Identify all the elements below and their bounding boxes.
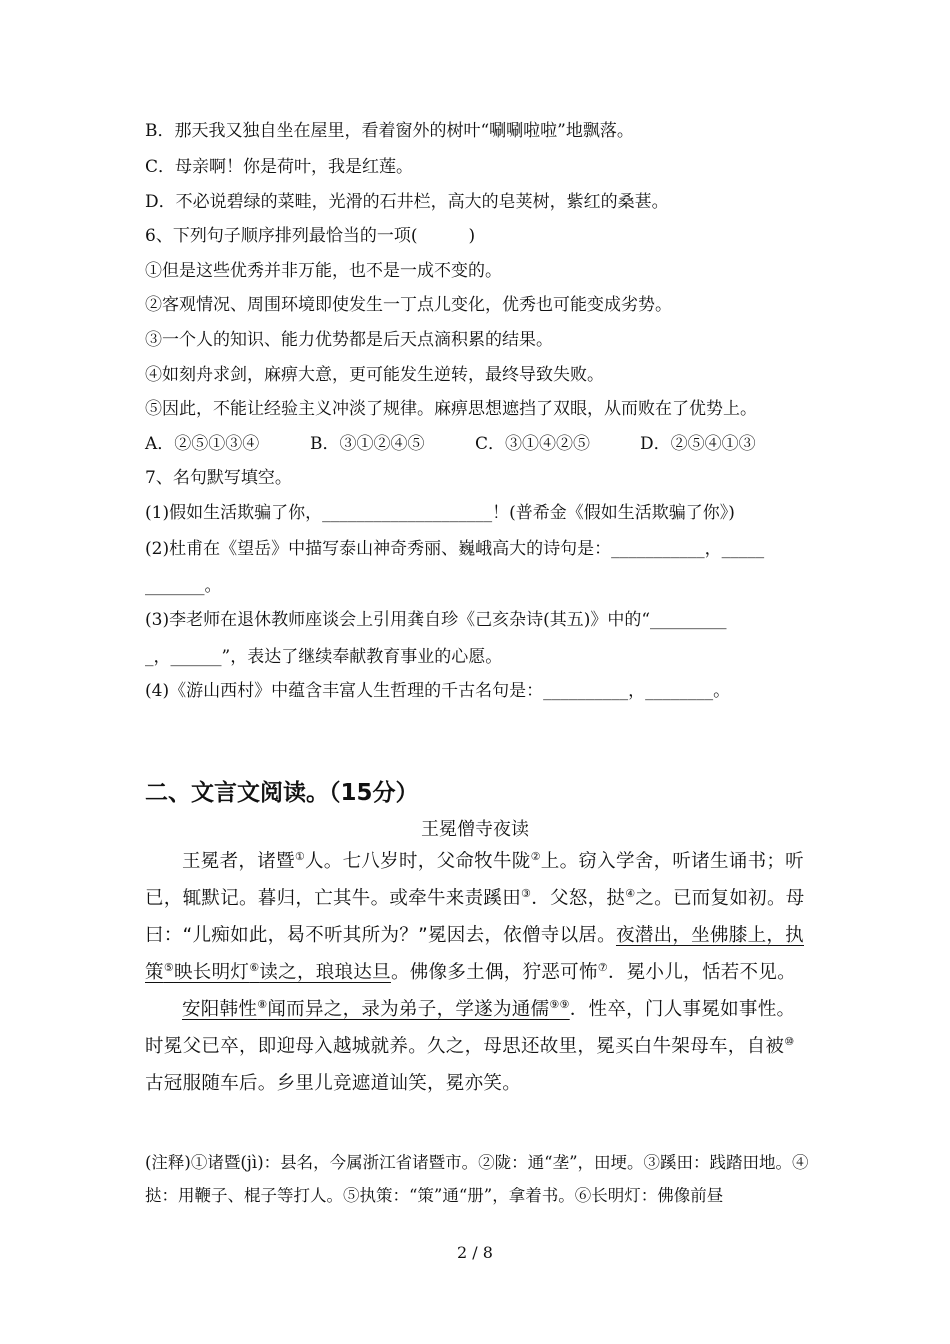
- sentence-1: ①但是这些优秀并非万能，也不是一成不变的。: [145, 261, 502, 281]
- option-c: C．③①④②⑤: [475, 434, 591, 454]
- underlined-sentence-1: 夜潜出，坐佛膝上，执策⑤映长明灯⑥读之，琅琅达旦: [145, 925, 804, 983]
- question-7-3: (3)李老师在退休教师座谈会上引用龚自珍《己亥杂诗(其五)》中的“_________: [145, 610, 727, 630]
- question-6: 6、下列句子顺序排列最恰当的一项( ): [145, 226, 476, 246]
- option-b: B．③①②④⑤: [310, 434, 425, 454]
- option-d: D．②⑤④①③: [640, 434, 756, 454]
- underlined-sentence-2: 安阳韩性⑧闻而异之，录为弟子，学遂为通儒⑨⑨: [182, 997, 570, 1020]
- option-d-line: D．不必说碧绿的菜畦，光滑的石井栏，高大的皂荚树，紫红的桑葚。: [145, 192, 669, 212]
- passage-title: 王冕僧寺夜读: [421, 819, 529, 840]
- annotations: (注释)①诸暨(jì)：县名，今属浙江省诸暨市。②陇：通“垄”，田埂。③蹊田：践踏田地。④挞：用鞭子、棍子等打人。⑤执策：“策”通“册”，拿着书。⑥长明灯：佛像前昼: [145, 1153, 809, 1205]
- question-7: 7、名句默写填空。: [145, 468, 292, 488]
- question-7-4: (4)《游山西村》中蕴含丰富人生哲理的千古名句是：__________，________。: [145, 681, 731, 701]
- question-7-1: (1)假如生活欺骗了你，____________________！(普希金《假如生活欺骗了你》): [145, 503, 735, 523]
- question-6-options: [145, 433, 756, 455]
- option-b-line: B．那天我又独自坐在屋里，看着窗外的树叶“唰唰啦啦”地飘落。: [145, 121, 634, 141]
- sentence-5: ⑤因此，不能让经验主义冲淡了规律。麻痹思想遮挡了双眼，从而败在了优势上。: [145, 399, 757, 419]
- sentence-2: ②客观情况、周围环境即使发生一丁点儿变化，优秀也可能变成劣势。: [145, 295, 672, 315]
- question-7-2: (2)杜甫在《望岳》中描写泰山神奇秀丽、巍峨高大的诗句是：___________，_____: [145, 539, 765, 559]
- passage-paragraph-1: 王冕者，诸暨①人。七八岁时，父命牧牛陇②上。窃入学舍，听诸生诵书；听已，辄默记。暮归，亡其牛。或牵牛来责蹊田③．父怒，挞④之。已而复如初。母曰：“儿痴如此，曷不听其所为？”冕因去，依僧寺以居。夜潜出，坐佛膝上，执策⑤映长明灯⑥读之，琅琅达旦。佛像多土偶，狞恶可怖⑦．冕小儿，恬若不见。: [145, 849, 805, 983]
- option-c-line: C．母亲啊！你是荷叶，我是红莲。: [145, 157, 414, 177]
- question-7-3-continued: _，______”，表达了继续奉献教育事业的心愿。: [145, 647, 503, 667]
- page-number: 2 / 8: [457, 1243, 493, 1262]
- sentence-4: ④如刻舟求剑，麻痹大意，更可能发生逆转，最终导致失败。: [145, 365, 604, 385]
- option-a: A．②⑤①③④: [145, 434, 260, 454]
- question-7-2-continued: _______。: [145, 576, 222, 596]
- passage-paragraph-2: 安阳韩性⑧闻而异之，录为弟子，学遂为通儒⑨⑨．性卒，门人事冕如事性。时冕父已卒，即迎母入越城就养。久之，母思还故里，冕买白牛架母车，自被⑩古冠服随车后。乡里儿竞遮道讪笑，冕亦笑。: [145, 997, 796, 1094]
- sentence-3: ③一个人的知识、能力优势都是后天点滴积累的结果。: [145, 330, 553, 350]
- passage-text: [145, 843, 810, 1102]
- section-heading: 二、文言文阅读。（15分）: [145, 780, 419, 806]
